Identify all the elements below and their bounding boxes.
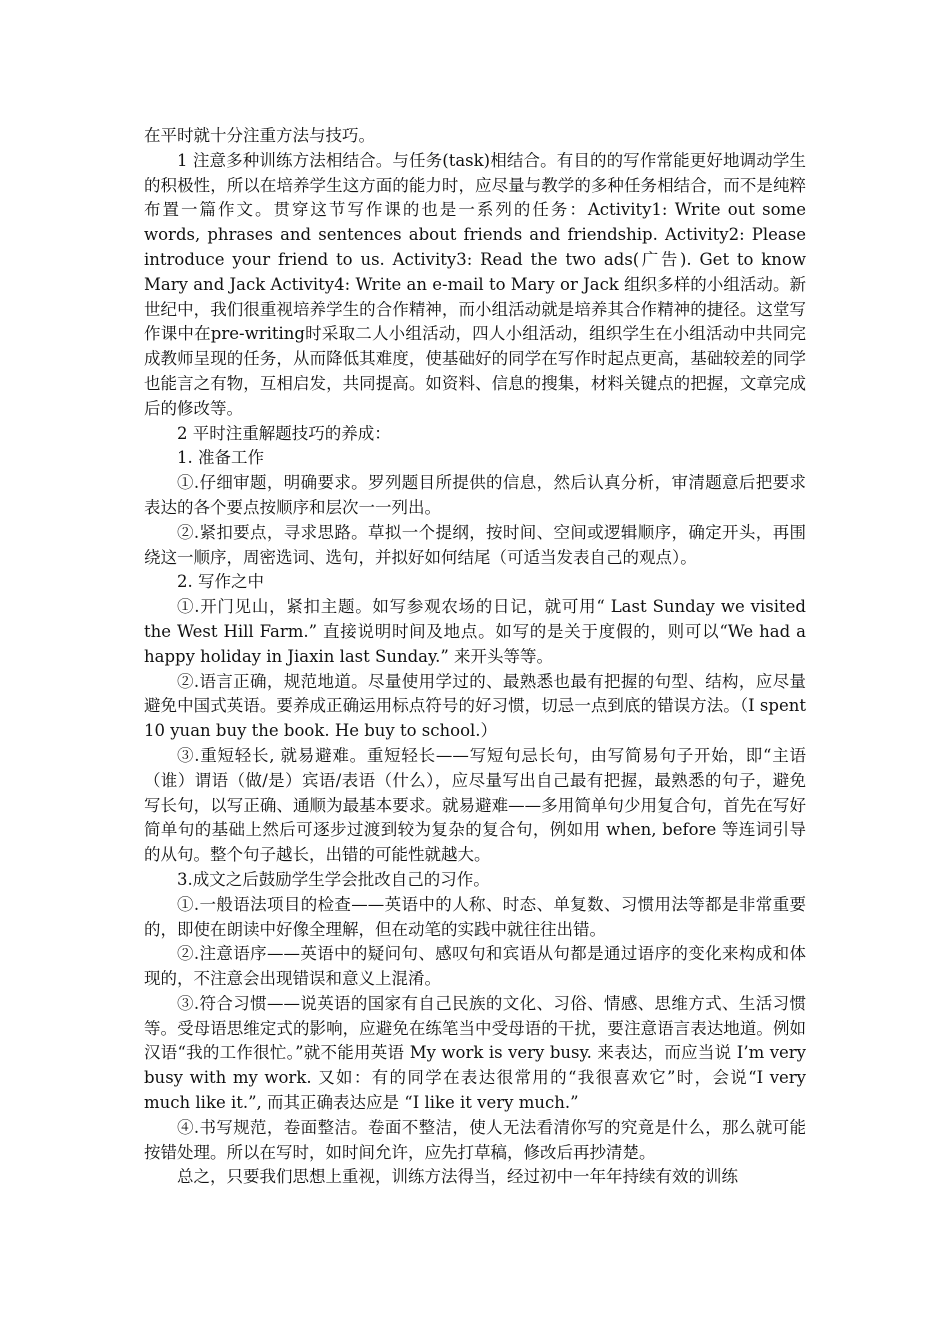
paragraph-revision-point-3: ③.符合习惯——说英语的国家有自己民族的文化、习俗、情感、思维方式、生活习惯等。受母语思维定式的影响，应避免在练笔当中受母语的干扰，要注意语言表达地道。例如汉语“我的工作很忙。”就不能用英语 My work is very busy. 来表达，而应当说 I’m very busy with my work. 又如：有的同学在表达很常用的“我很喜欢它”时，会说“I very much like it.”, 而其正确表达应是 “I like it very much.” <box>144 993 806 1113</box>
paragraph-continuation: 在平时就十分注重方法与技巧。 <box>144 126 375 145</box>
paragraph-writing-point-3: ③.重短轻长, 就易避难。重短轻长——写短句忌长句，由写简易句子开始，即“主语（谁）谓语（做/是）宾语/表语（什么），应尽量写出自己最有把握，最熟悉的句子，避免写长句，以写正确、通顺为最基本要求。就易避难——多用简单句少用复合句，首先在写好简单句的基础上然后可逐步过渡到较为复杂的复合句，例如用 when, before 等连词引导的从句。整个句子越长，出错的可能性就越大。 <box>144 745 806 865</box>
paragraph-writing-point-1: ①.开门见山，紧扣主题。如写参观农场的日记，就可用“ Last Sunday we visited the West Hill Farm.” 直接说明时间及地点。如写的是关于度假的，则可以“We had a happy holiday in Jiaxin last Sunday.” 来开头等等。 <box>144 597 806 666</box>
subheading-writing: 2. 写作之中 <box>177 572 264 592</box>
paragraph-conclusion: 总之，只要我们思想上重视，训练方法得当，经过初中一年年持续有效的训练 <box>177 1167 738 1187</box>
subheading-preparation: 1. 准备工作 <box>177 448 264 468</box>
paragraph-revision-point-1: ①.一般语法项目的检查——英语中的人称、时态、单复数、习惯用法等都是非常重要的，即使在朗读中好像全理解，但在动笔的实践中就往往出错。 <box>144 894 806 939</box>
document-body <box>144 124 806 1190</box>
paragraph-revision-point-2: ②.注意语序——英语中的疑问句、感叹句和宾语从句都是通过语序的变化来构成和体现的，不注意会出现错误和意义上混淆。 <box>144 944 806 989</box>
paragraph-prep-point-2: ②.紧扣要点，寻求思路。草拟一个提纲，按时间、空间或逻辑顺序，确定开头，再围绕这一顺序，周密选词、选句，并拟好如何结尾（可适当发表自己的观点）。 <box>144 522 806 567</box>
subheading-revision: 3.成文之后鼓励学生学会批改自己的习作。 <box>177 869 490 889</box>
paragraph-writing-point-2: ②.语言正确，规范地道。尽量使用学过的、最熟悉也最有把握的句型、结构，应尽量避免中国式英语。要养成正确运用标点符号的好习惯，切忌一点到底的错误方法。（I spent 10 yuan buy the book. He buy to school.） <box>144 671 806 741</box>
paragraph-task-method: 1 注意多种训练方法相结合。与任务(task)相结合。有目的的写作常能更好地调动学生的积极性，所以在培养学生这方面的能力时，应尽量与教学的多种任务相结合，而不是纯粹布置一篇作文。贯穿这节写作课的也是一系列的任务：Activity1: Write out some words, phrases and sentences about friends and friendship. Activity2: Please introduce your friend to us. Activity3: Read the two ads(广告). Get to know Mary and Jack Activity4: Write an e-mail to Mary or Jack 组织多样的小组活动。新世纪中，我们很重视培养学生的合作精神，而小组活动就是培养其合作精神的捷径。这堂写作课中在pre-writing时采取二人小组活动，四人小组活动，组织学生在小组活动中共同完成教师呈现的任务，从而降低其难度，使基础好的同学在写作时起点更高，基础较差的同学也能言之有物，互相启发，共同提高。如资料、信息的搜集，材料关键点的把握，文章完成后的修改等。 <box>144 150 806 418</box>
paragraph-prep-point-1: ①.仔细审题，明确要求。罗列题目所提供的信息，然后认真分析，审清题意后把要求表达的各个要点按顺序和层次一一列出。 <box>144 473 806 517</box>
section-heading-skills: 2 平时注重解题技巧的养成： <box>177 423 391 443</box>
paragraph-revision-point-4: ④.书写规范，卷面整洁。卷面不整洁，使人无法看清你写的究竟是什么，那么就可能按错处理。所以在写时，如时间允许，应先打草稿，修改后再抄清楚。 <box>144 1117 806 1162</box>
